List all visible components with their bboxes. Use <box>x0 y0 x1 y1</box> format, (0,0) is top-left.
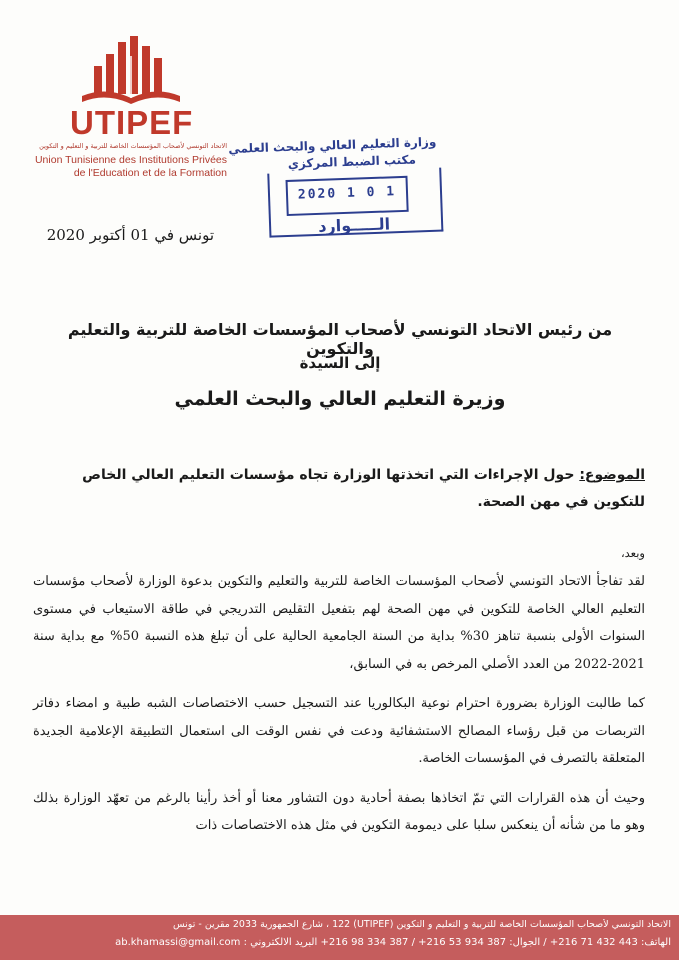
stamp-office-line: مكتب الضبط المركزي <box>287 152 417 171</box>
logo-arabic-name: الاتحاد التونسي لأصحاب المؤسسات الخاصة للتربية و التعليم و التكوين <box>39 142 227 150</box>
footer-address: الاتحاد التونسي لأصحاب المؤسسات الخاصة للتربية و التعليم و التكوين (UTIPEF) 122 ، شارع الجمهورية 2033 مقرين - تونس <box>173 919 671 930</box>
logo-french-line-2: de l'Education et de la Formation <box>73 167 227 179</box>
stamp-received-label: الـــــوارد <box>317 214 391 236</box>
subject-line <box>45 462 645 516</box>
addressee-prefix: إلى السيدة <box>299 354 381 372</box>
subject-text: حول الإجراءات التي اتخذتها الوزارة تجاه مؤسسات التعليم العالي الخاص للتكوين في مهن الصحة. <box>82 467 645 510</box>
footer-contacts <box>8 937 671 948</box>
letter-body <box>33 546 645 852</box>
stamp-date-box <box>286 176 409 216</box>
book-logo-icon <box>76 36 186 106</box>
utipef-logo <box>22 32 227 182</box>
logo-french-line-1: Union Tunisienne des Institutions Privées <box>34 154 227 166</box>
subject-label: الموضوع: <box>579 467 645 483</box>
recipient-heading: وزيرة التعليم العالي والبحث العلمي <box>174 388 506 410</box>
letter-footer <box>0 915 679 960</box>
footer-email-label: البريد الالكتروني : <box>243 937 318 948</box>
ministry-received-stamp <box>228 134 442 252</box>
body-paragraph: لقد تفاجأ الاتحاد التونسي لأصحاب المؤسسات الخاصة للتربية والتعليم والتكوين بدعوة الوزارة لأصحاب مؤسسات التعليم العالي الخاصة للتكوين في مهن الصحة لهم بتفعيل التقليص التدريجي في طاقة الاستيعاب في مستوى السنوات الأولى بنسبة تناهز 30% بداية من السنة الجامعية الحالية على أن تبلغ هذه النسبة 50% مع بداية سنة 2021-2022 من العدد الأصلي المرخص به في السابق، <box>33 574 646 672</box>
sender-heading: من رئيس الاتحاد التونسي لأصحاب المؤسسات الخاصة للتربية والتعليم والتكوين <box>67 320 613 358</box>
letter-date: تونس في 01 أكتوبر 2020 <box>46 226 214 244</box>
footer-phone: الهاتف: 443 432 71 216+ / الجوال: 387 934 53 216+ / 387 334 98 216+ <box>320 937 671 948</box>
greeting: وبعد، <box>620 546 645 560</box>
logo-name: UTIPEF <box>70 104 194 141</box>
stamp-ministry-line: وزارة التعليم العالي والبحث العلمي <box>228 134 437 157</box>
body-paragraph: وحيث أن هذه القرارات التي تمّ اتخاذها بصفة أحادية دون التشاور معنا أو أخذ رأينا بالرغم من تعهّد الوزارة بذلك وهو ما من شأنه أن ينعكس سلبا على ديمومة التكوين في مثل هذه الاختصاصات ذات <box>33 790 645 833</box>
body-paragraph: كما طالبت الوزارة بضرورة احترام نوعية البكالوريا عند التسجيل حسب الاختصاصات الشبه طبية و امضاء دفاتر التربصات من قبل رؤساء المصالح الاستشفائية ودعت في نفس الوقت الى استعمال التطبيقة الإعلامية الجديدة المتعلقة بالتصرف في المؤسسات الخاصة. <box>33 696 645 766</box>
stamp-date: 2020 1 0 1 <box>297 184 397 203</box>
footer-email: ab.khamassi@gmail.com <box>115 937 241 948</box>
